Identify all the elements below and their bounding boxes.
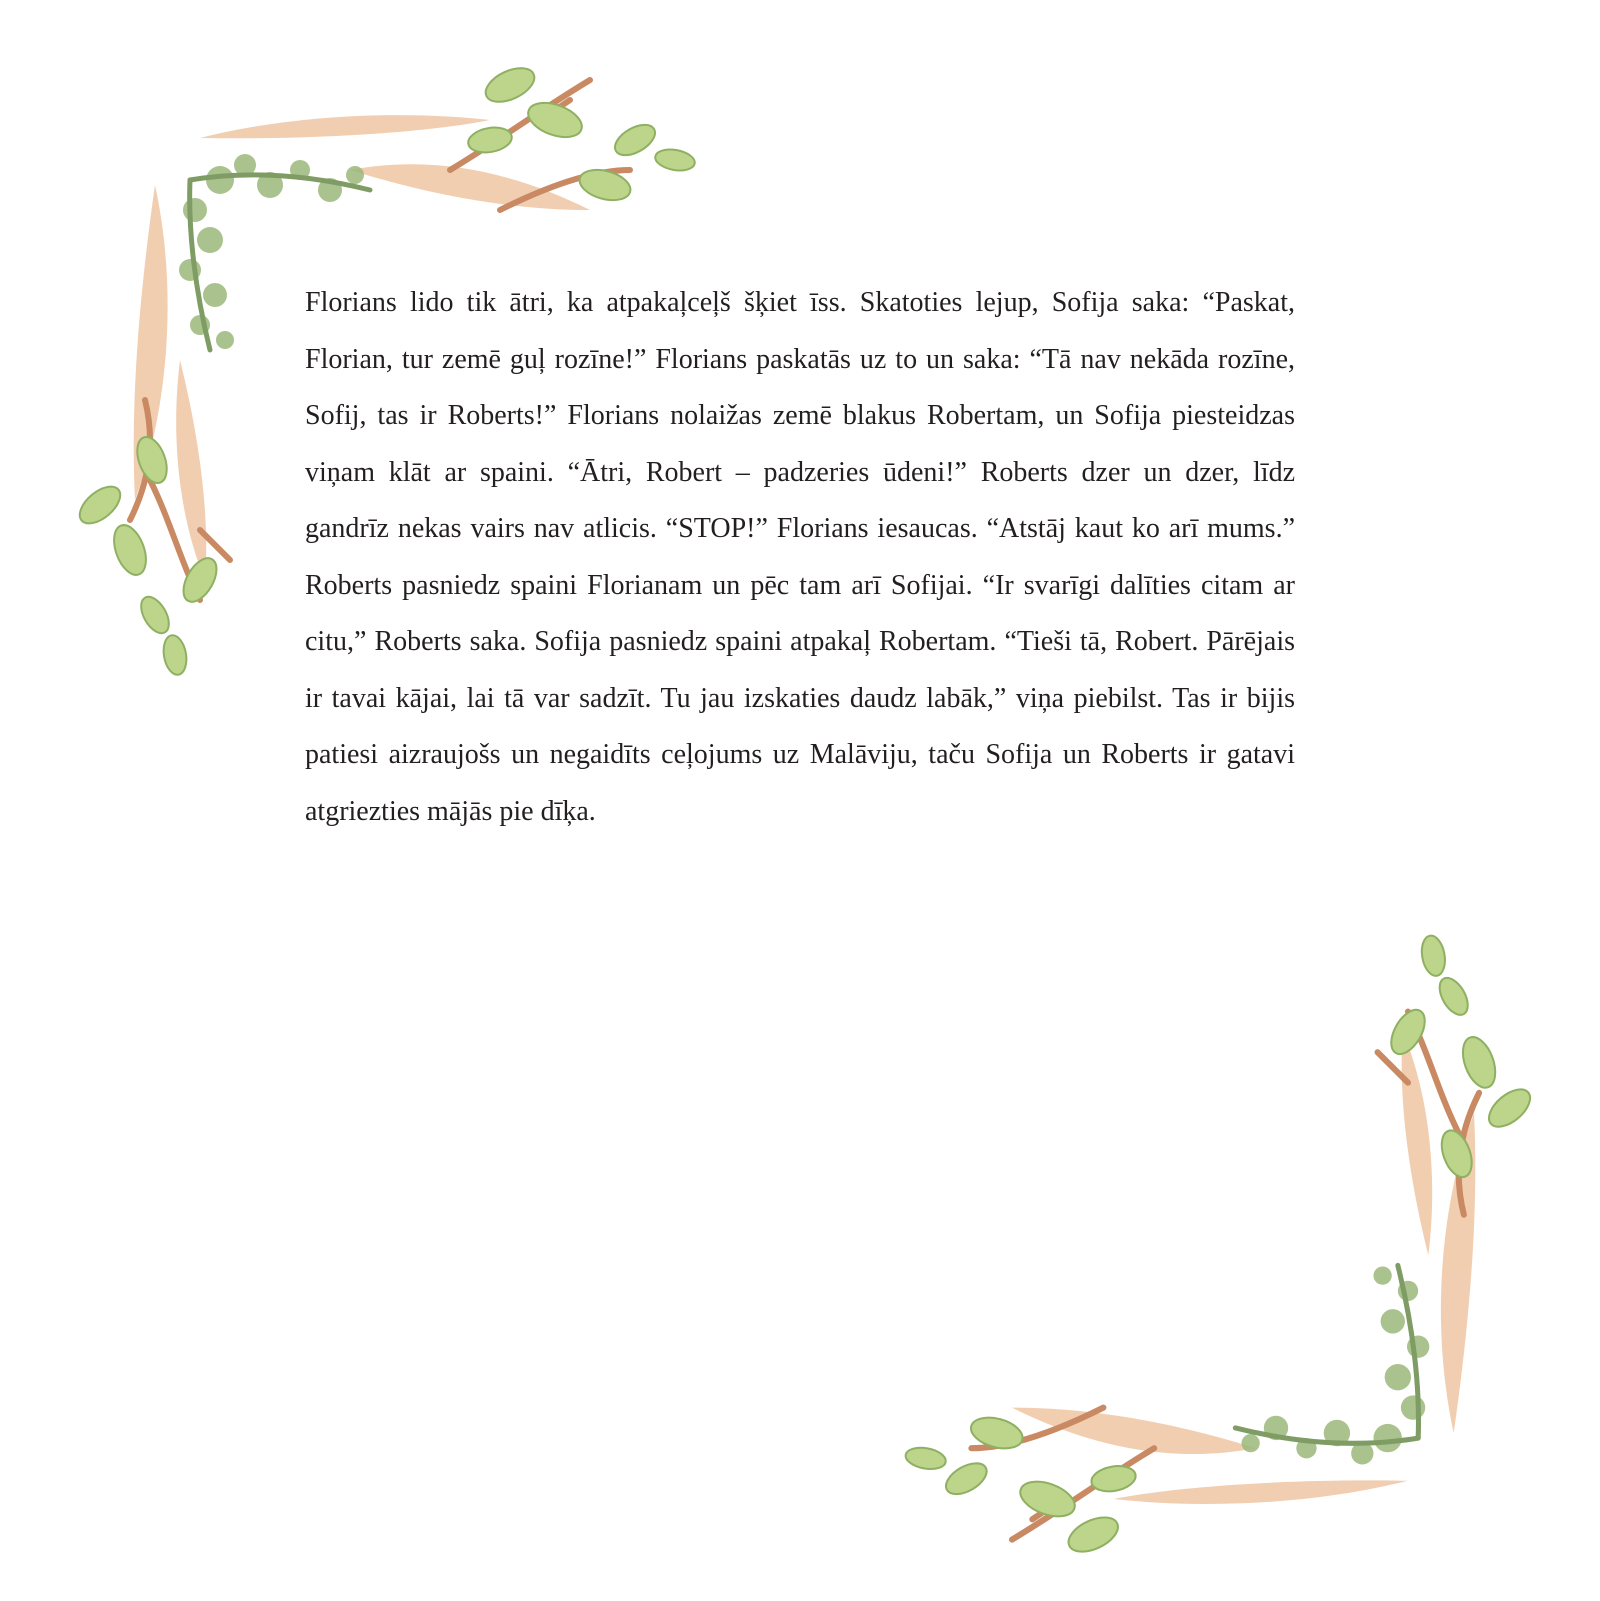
story-paragraph: Florians lido tik ātri, ka atpakaļceļš šķiet īss. Skatoties lejup, Sofija saka: “Paskat, Florian, tur zemē guļ rozīne!” Florians paskatās uz to un saka: “Tā nav nekāda rozīne, Sofij, tas ir Roberts!” Florians nolaižas zemē blakus Robertam, un Sofija piesteidzas viņam klāt ar spaini. “Ātri, Robert – padzeries ūdeni!” Roberts dzer un dzer, līdz gandrīz nekas vairs nav atlicis. “STOP!” Florians iesaucas. “Atstāj kaut ko arī mums.” Roberts pasniedz spaini Florianam un pēc tam arī Sofijai. “Ir svarīgi dalīties citam ar citu,” Roberts saka. Sofija pasniedz spaini atpakaļ Robertam. “Tieši tā, Robert. Pārējais ir tavai kājai, lai tā var sadzīt. Tu jau izskaties daudz labāk,” viņa piebilst. Tas ir bijis patiesi aizraujošs un negaidīts ceļojums uz Malāviju, taču Sofija un Roberts ir gatavi atgriezties mājās pie dīķa. [305, 287, 1295, 827]
bottom-right-floral-corner-icon [880, 905, 1540, 1565]
